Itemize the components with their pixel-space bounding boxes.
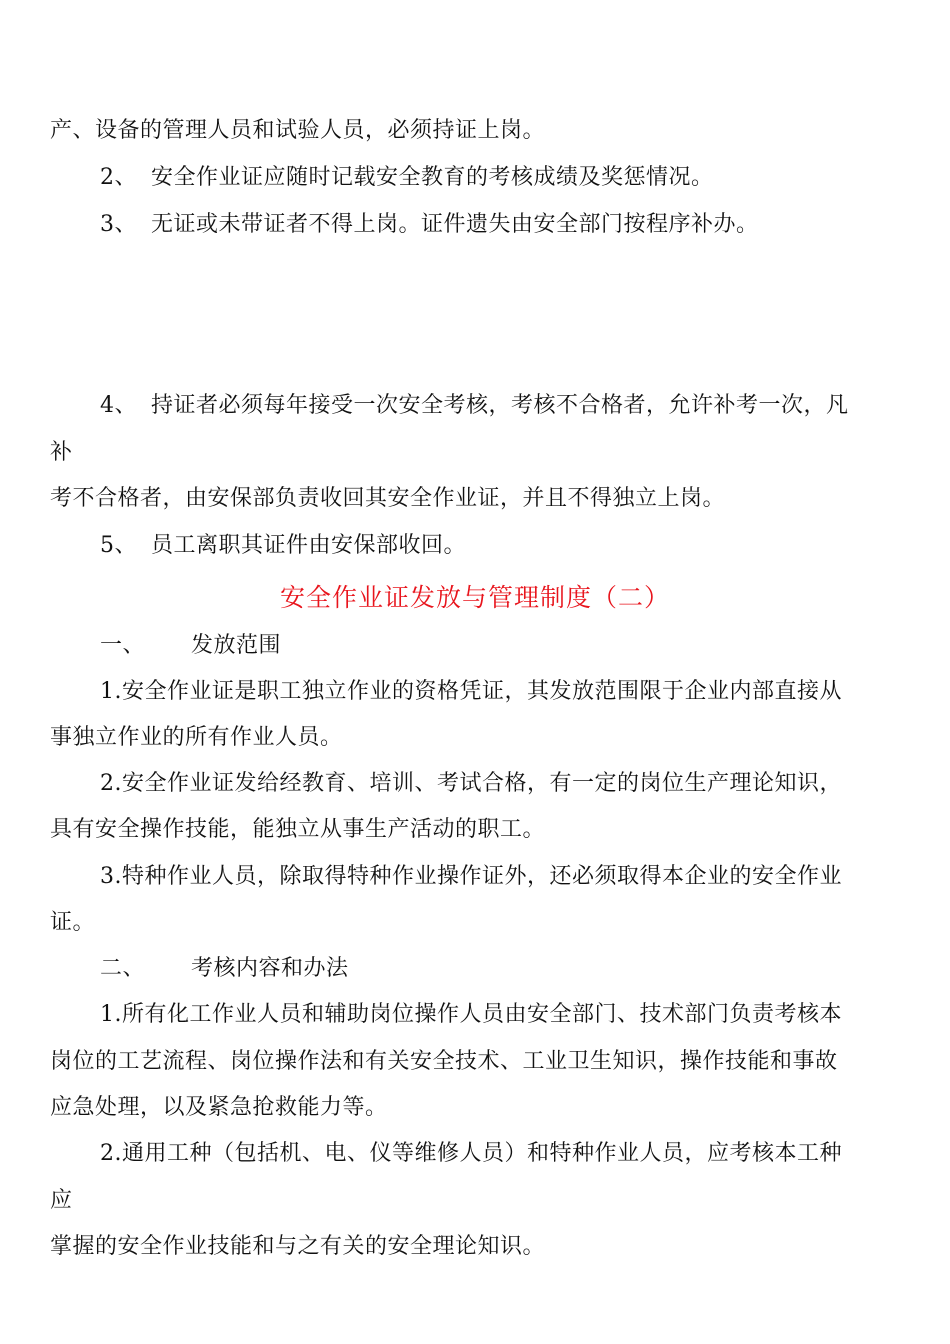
section-2-item-1-line-2: 岗位的工艺流程、岗位操作法和有关安全技术、工业卫生知识，操作技能和事故 — [50, 1049, 838, 1074]
section-heading-text: 考核内容和办法 — [191, 956, 349, 981]
section-1-item-2-line-2: 具有安全操作技能，能独立从事生产活动的职工。 — [50, 817, 546, 842]
section-1-heading — [100, 631, 281, 661]
item-number: 4、 — [100, 393, 137, 418]
section-2-item-1-line-1: 1.所有化工作业人员和辅助岗位操作人员由安全部门、技术部门负责考核本 — [100, 1002, 842, 1027]
section-1-item-1-line-2: 事独立作业的所有作业人员。 — [50, 725, 343, 750]
section-2-item-2-line-2: 掌握的安全作业技能和与之有关的安全理论知识。 — [50, 1234, 546, 1259]
item-number: 3、 — [100, 212, 137, 237]
section-1-item-2-line-1: 2.安全作业证发给经教育、培训、考试合格，有一定的岗位生产理论知识， — [100, 771, 842, 796]
item-number: 2、 — [100, 165, 137, 190]
paragraph-4-continuation: 考不合格者，由安保部负责收回其安全作业证，并且不得独立上岗。 — [50, 486, 726, 511]
paragraph-1-continuation: 产、设备的管理人员和试验人员，必须持证上岗。 — [50, 118, 546, 143]
section-number: 一、 — [100, 633, 146, 658]
section-2-item-2-line-1: 2.通用工种（包括机、电、仪等维修人员）和特种作业人员，应考核本工种 — [100, 1141, 842, 1166]
item-number: 5、 — [100, 533, 137, 558]
section-heading-text: 发放范围 — [191, 633, 282, 658]
section-number: 二、 — [100, 956, 146, 981]
item-text: 安全作业证应随时记载安全教育的考核成绩及奖惩情况。 — [151, 165, 714, 190]
paragraph-4 — [100, 391, 849, 421]
section-1-item-3-line-1: 3.特种作业人员，除取得特种作业操作证外，还必须取得本企业的安全作业 — [100, 864, 842, 889]
item-text: 无证或未带证者不得上岗。证件遗失由安全部门按程序补办。 — [151, 212, 759, 237]
item-text: 员工离职其证件由安保部收回。 — [151, 533, 467, 558]
section-title: 安全作业证发放与管理制度（二） — [279, 583, 670, 612]
paragraph-2 — [100, 163, 714, 193]
section-2-item-1-line-3: 应急处理，以及紧急抢救能力等。 — [50, 1095, 388, 1120]
section-1-item-3-line-2: 证。 — [50, 910, 96, 935]
item-text: 持证者必须每年接受一次安全考核，考核不合格者，允许补考一次，凡 — [151, 393, 849, 418]
section-2-item-2-wrap: 应 — [50, 1188, 73, 1213]
paragraph-4-wrap: 补 — [50, 440, 73, 465]
paragraph-3 — [100, 210, 759, 240]
paragraph-5 — [100, 531, 466, 561]
section-1-item-1-line-1: 1.安全作业证是职工独立作业的资格凭证，其发放范围限于企业内部直接从 — [100, 679, 842, 704]
section-2-heading — [100, 954, 349, 984]
